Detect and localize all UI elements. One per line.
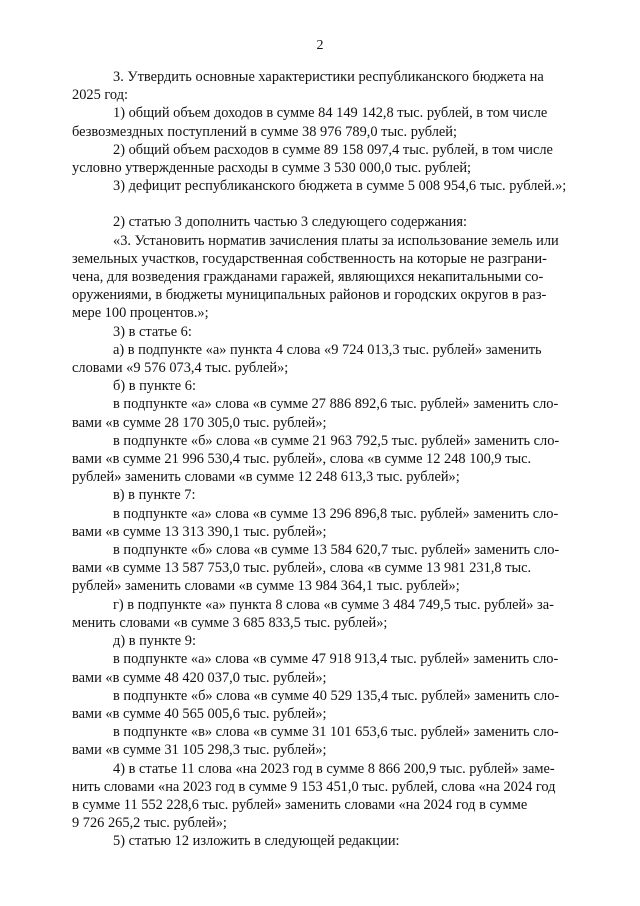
paragraph-continuation-line: вами «в сумме 13 587 753,0 тыс. рублей», слова «в сумме 13 981 231,8 тыс.	[72, 560, 532, 577]
paragraph	[72, 760, 587, 833]
paragraph-continuation-line: вами «в сумме 28 170 305,0 тыс. рублей»;	[72, 414, 327, 431]
paragraph-first-line: 2) статью 3 дополнить частью 3 следующего содержания:	[113, 214, 467, 231]
paragraph	[72, 68, 587, 104]
paragraph	[72, 505, 587, 541]
paragraph	[72, 541, 587, 596]
paragraph-first-line: «3. Установить норматив зачисления платы за использование земель или	[113, 232, 559, 249]
paragraph	[72, 687, 587, 723]
paragraph-continuation-line: оружениями, в бюджеты муниципальных районов и городских округов в раз-	[72, 287, 547, 304]
paragraph-first-line: 5) статью 12 изложить в следующей редакции:	[113, 833, 400, 850]
paragraph-continuation-line: нить словами «на 2023 год в сумме 9 153 451,0 тыс. рублей, слова «на 2024 год	[72, 778, 556, 795]
paragraph-first-line: в подпункте «а» слова «в сумме 13 296 896,8 тыс. рублей» заменить сло-	[113, 505, 559, 522]
paragraph	[113, 177, 587, 195]
paragraph-first-line: б) в пункте 6:	[113, 378, 196, 395]
paragraph	[113, 213, 587, 231]
paragraph	[72, 104, 587, 140]
paragraph	[113, 832, 587, 850]
paragraph-continuation-line: безвозмездных поступлений в сумме 38 976 789,0 тыс. рублей;	[72, 123, 457, 140]
paragraph	[72, 395, 587, 431]
paragraph-first-line: в подпункте «б» слова «в сумме 13 584 620,7 тыс. рублей» заменить сло-	[113, 542, 560, 559]
paragraph-continuation-line: вами «в сумме 40 565 005,6 тыс. рублей»;	[72, 705, 327, 722]
paragraph-first-line: в подпункте «б» слова «в сумме 40 529 135,4 тыс. рублей» заменить сло-	[113, 687, 560, 704]
paragraph	[113, 486, 587, 504]
paragraph	[72, 650, 587, 686]
paragraph-continuation-line: рублей» заменить словами «в сумме 13 984 364,1 тыс. рублей»;	[72, 578, 460, 595]
paragraph-continuation-line: условно утвержденные расходы в сумме 3 530 000,0 тыс. рублей;	[72, 160, 472, 177]
paragraph-first-line: 2) общий объем расходов в сумме 89 158 097,4 тыс. рублей, в том числе	[113, 141, 553, 158]
paragraph-first-line: 3. Утвердить основные характеристики республиканского бюджета на	[113, 69, 544, 85]
paragraph-continuation-line: словами «9 576 073,4 тыс. рублей»;	[72, 360, 289, 377]
paragraph-first-line: в подпункте «б» слова «в сумме 21 963 792,5 тыс. рублей» заменить сло-	[113, 432, 560, 449]
paragraph	[72, 232, 587, 323]
paragraph-first-line: в подпункте «а» слова «в сумме 27 886 892,6 тыс. рублей» заменить сло-	[113, 396, 559, 413]
paragraph-continuation-line: 2025 год:	[72, 87, 129, 104]
paragraph-gap	[113, 195, 587, 213]
paragraph	[113, 377, 587, 395]
paragraph-first-line: 1) общий объем доходов в сумме 84 149 142,8 тыс. рублей, в том числе	[113, 105, 548, 122]
paragraph	[113, 632, 587, 650]
paragraph	[72, 141, 587, 177]
paragraph-first-line: в подпункте «в» слова «в сумме 31 101 653,6 тыс. рублей» заменить сло-	[113, 724, 559, 741]
paragraph-continuation-line: вами «в сумме 31 105 298,3 тыс. рублей»;	[72, 742, 327, 759]
paragraph	[72, 723, 587, 759]
paragraph-continuation-line: 9 726 265,2 тыс. рублей»;	[72, 815, 227, 832]
paragraph	[72, 596, 587, 632]
paragraph-first-line: в) в пункте 7:	[113, 487, 196, 504]
paragraph	[113, 323, 587, 341]
paragraph-continuation-line: вами «в сумме 48 420 037,0 тыс. рублей»;	[72, 669, 327, 686]
paragraph-first-line: а) в подпункте «а» пункта 4 слова «9 724 013,3 тыс. рублей» заменить	[113, 341, 542, 358]
paragraph-continuation-line: вами «в сумме 21 996 530,4 тыс. рублей», слова «в сумме 12 248 100,9 тыс.	[72, 451, 532, 468]
paragraph-first-line: д) в пункте 9:	[113, 633, 196, 650]
paragraph-continuation-line: вами «в сумме 13 313 390,1 тыс. рублей»;	[72, 523, 327, 540]
paragraph-first-line: 3) в статье 6:	[113, 323, 192, 340]
paragraph-first-line: 4) в статье 11 слова «на 2023 год в сумме 8 866 200,9 тыс. рублей» заме-	[113, 760, 555, 777]
paragraph-continuation-line: менить словами «в сумме 3 685 833,5 тыс. рублей»;	[72, 614, 388, 631]
paragraph-continuation-line: чена, для возведения гражданами гаражей, являющихся некапитальными со-	[72, 269, 544, 286]
paragraph-continuation-line: мере 100 процентов.»;	[72, 305, 209, 322]
paragraph-first-line: 3) дефицит республиканского бюджета в сумме 5 008 954,6 тыс. рублей.»;	[113, 178, 567, 195]
paragraph-continuation-line: в сумме 11 552 228,6 тыс. рублей» заменить словами «на 2024 год в сумме	[72, 796, 528, 813]
page-number: 2	[316, 38, 324, 53]
document-body	[72, 68, 587, 851]
paragraph-continuation-line: рублей» заменить словами «в сумме 12 248 613,3 тыс. рублей»;	[72, 469, 460, 486]
paragraph	[72, 341, 587, 377]
paragraph-first-line: г) в подпункте «а» пункта 8 слова «в сумме 3 484 749,5 тыс. рублей» за-	[113, 596, 554, 613]
paragraph-continuation-line: земельных участков, государственная собственность на которые не разграни-	[72, 250, 547, 267]
paragraph	[72, 432, 587, 487]
paragraph-first-line: в подпункте «а» слова «в сумме 47 918 913,4 тыс. рублей» заменить сло-	[113, 651, 559, 668]
